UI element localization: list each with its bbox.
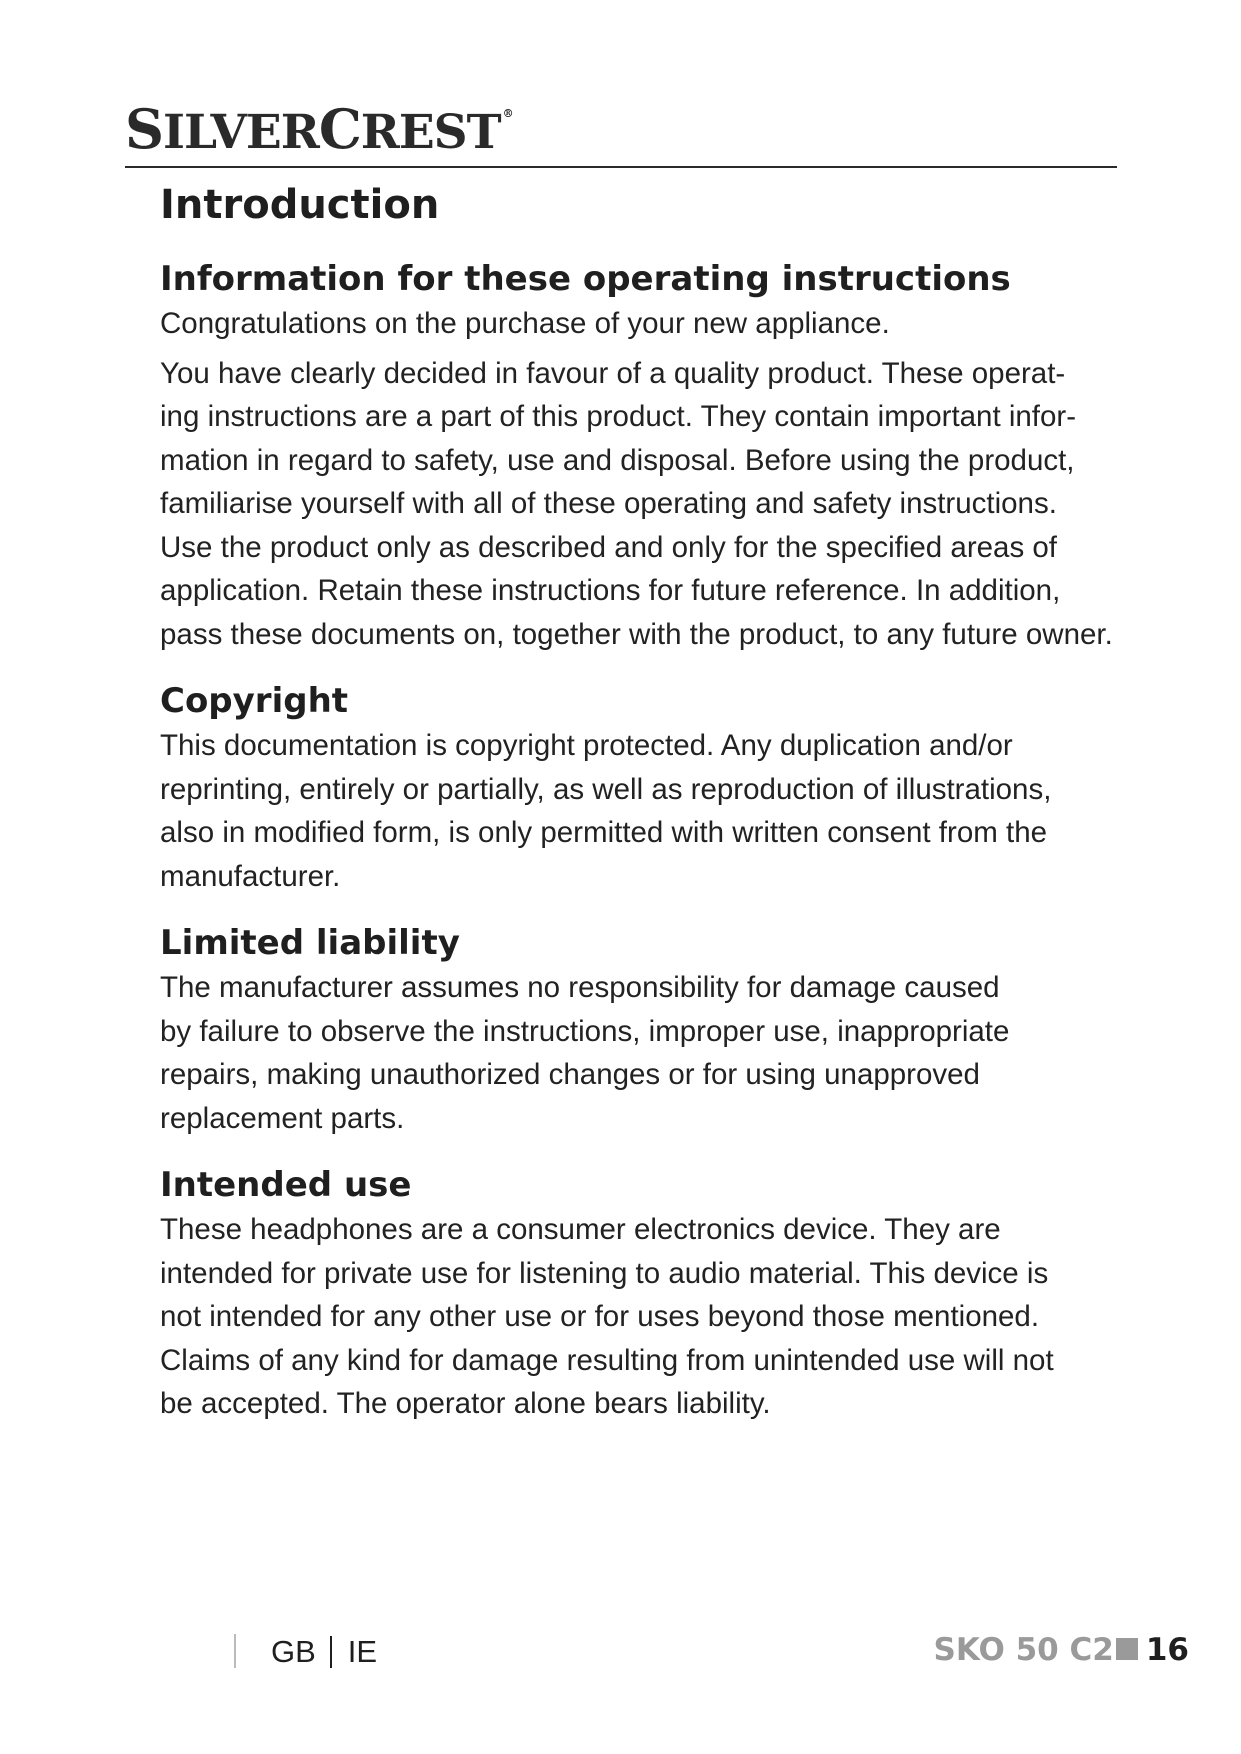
paragraph-congratulations <box>160 302 1120 346</box>
section-heading: Information for these operating instructions <box>160 259 1011 299</box>
text-line: This documentation is copyright protected. Any duplication and/or <box>160 729 1013 762</box>
silvercrest-logo: SILVERCREST ® <box>125 97 513 161</box>
lang-separator <box>330 1636 332 1668</box>
paragraph-quality-product <box>160 352 1120 657</box>
text-line: intended for private use for listening to audio material. This device is <box>160 1256 1049 1290</box>
page-number: 16 <box>1145 1632 1189 1668</box>
text-line: be accepted. The operator alone bears liability. <box>160 1387 771 1420</box>
paragraph-copyright <box>160 724 1120 898</box>
header-rule <box>125 166 1117 168</box>
text-line: Congratulations on the purchase of your new appliance. <box>160 307 890 340</box>
square-marker-icon <box>1116 1638 1138 1660</box>
text-line: application. Retain these instructions for future reference. In addition, <box>160 574 1061 607</box>
text-line: These headphones are a consumer electronics device. They are <box>160 1213 1001 1246</box>
text-line: The manufacturer assumes no responsibility for damage caused <box>160 971 1000 1004</box>
section-copyright <box>160 678 1120 898</box>
footer-language-codes <box>271 1632 377 1672</box>
text-line: manufacturer. <box>160 859 341 893</box>
footer-divider <box>234 1634 236 1668</box>
section-limited-liability <box>160 920 1120 1140</box>
text-line: by failure to observe the instructions, improper use, inappropriate <box>160 1014 1010 1048</box>
paragraph-intended-use <box>160 1208 1120 1426</box>
model-number: SKO 50 C2 <box>933 1632 1114 1668</box>
text-line: pass these documents on, together with the product, to any future owner. <box>160 617 1113 651</box>
section-heading: Limited liability <box>160 923 460 963</box>
text-line: You have clearly decided in favour of a quality product. These operat- <box>160 356 1066 390</box>
text-line: not intended for any other use or for uses beyond those mentioned. <box>160 1300 1040 1333</box>
text-line: mation in regard to safety, use and disposal. Before using the product, <box>160 443 1075 477</box>
text-line: repairs, making unauthorized changes or for using unapproved <box>160 1058 980 1091</box>
section-heading: Intended use <box>160 1165 412 1205</box>
text-line: familiarise yourself with all of these operating and safety instructions. <box>160 487 1057 520</box>
text-line: Use the product only as described and only for the specified areas of <box>160 530 1057 564</box>
text-line: ing instructions are a part of this product. They contain important infor- <box>160 400 1077 433</box>
section-information <box>160 256 1120 656</box>
section-intended-use <box>160 1162 1120 1426</box>
lang-ie: IE <box>347 1634 378 1669</box>
text-line: replacement parts. <box>160 1101 405 1135</box>
text-line: Claims of any kind for damage resulting from unintended use will not <box>160 1343 1054 1377</box>
section-heading: Copyright <box>160 681 349 721</box>
footer-model-page <box>934 1630 1190 1670</box>
text-line: reprinting, entirely or partially, as well as reproduction of illustrations, <box>160 772 1052 806</box>
page-title: Introduction <box>160 182 440 228</box>
text-line: also in modified form, is only permitted with written consent from the <box>160 816 1048 849</box>
paragraph-liability <box>160 966 1120 1140</box>
lang-gb: GB <box>271 1634 316 1669</box>
main-content <box>160 178 1120 1426</box>
